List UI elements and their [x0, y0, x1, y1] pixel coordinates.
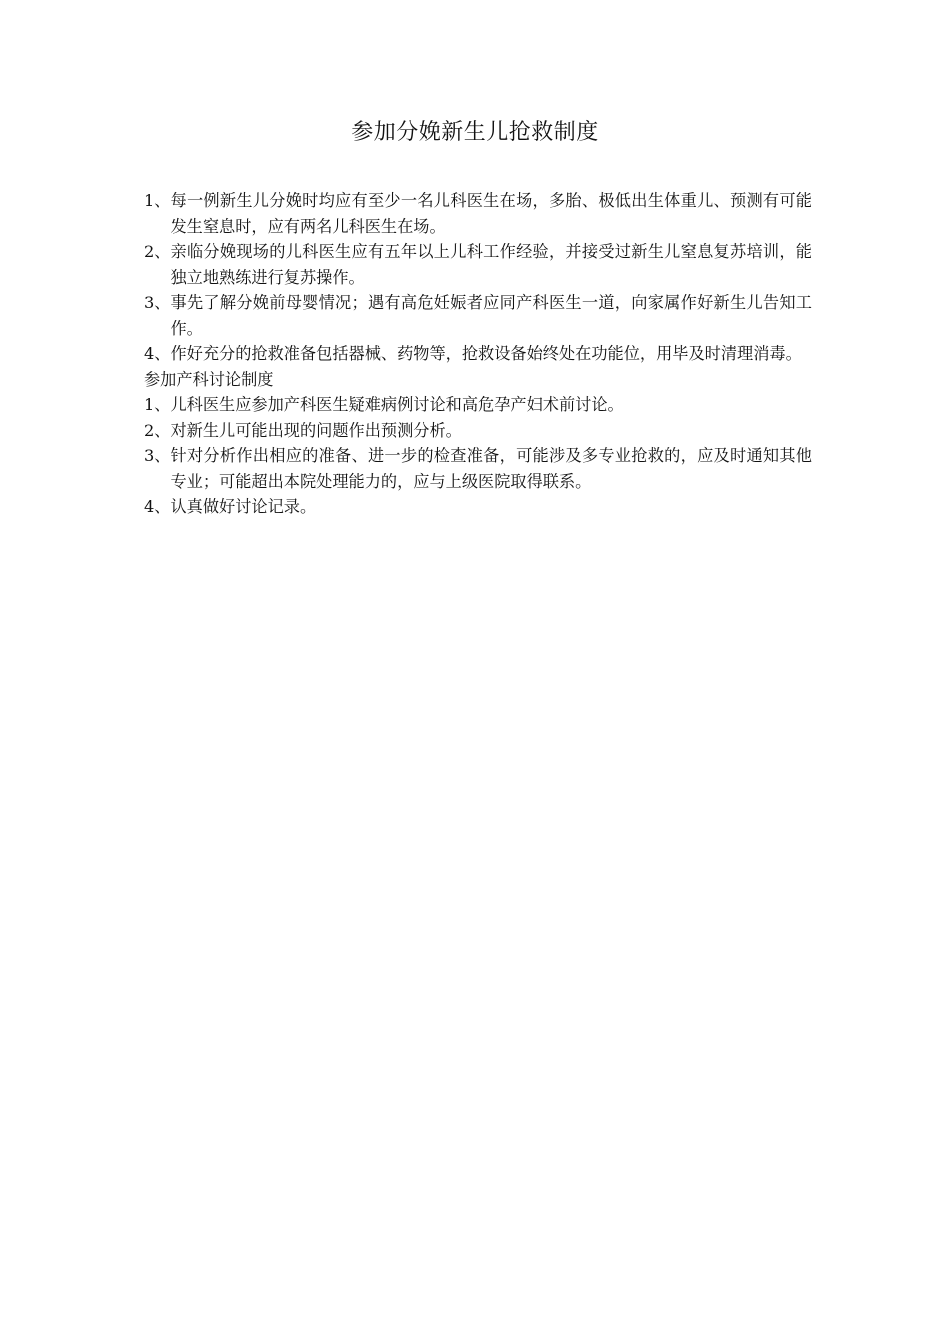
- item-text: 认真做好讨论记录。: [170, 497, 317, 516]
- list-item: [144, 188, 812, 239]
- item-text: 事先了解分娩前母婴情况；遇有高危妊娠者应同产科医生一道，向家属作好新生儿告知工作。: [170, 293, 812, 338]
- list-item: [144, 290, 812, 341]
- item-number: 4、: [144, 344, 171, 363]
- list-item: [144, 341, 812, 367]
- list-item: [144, 443, 812, 494]
- item-text: 作好充分的抢救准备包括器械、药物等，抢救设备始终处在功能位，用毕及时清理消毒。: [170, 344, 802, 363]
- list-item: [144, 494, 812, 520]
- list-item: [144, 392, 812, 418]
- section-heading: 参加产科讨论制度: [144, 369, 274, 389]
- item-number: 1、: [144, 191, 171, 210]
- item-number: 3、: [144, 293, 171, 312]
- item-number: 2、: [144, 420, 171, 440]
- item-text: 亲临分娩现场的儿科医生应有五年以上儿科工作经验，并接受过新生儿窒息复苏培训，能独立地熟练进行复苏操作。: [170, 242, 812, 287]
- list-item: [144, 418, 812, 444]
- item-number: 4、: [144, 497, 171, 516]
- document-body: [144, 188, 812, 520]
- document-title: 参加分娩新生儿抢救制度: [351, 120, 599, 145]
- item-text: 儿科医生应参加产科医生疑难病例讨论和高危孕产妇术前讨论。: [170, 395, 624, 414]
- item-text: 针对分析作出相应的准备、进一步的检查准备，可能涉及多专业抢救的，应及时通知其他专业；可能超出本院处理能力的，应与上级医院取得联系。: [170, 446, 812, 491]
- item-number: 1、: [144, 395, 171, 414]
- item-text: 对新生儿可能出现的问题作出预测分析。: [170, 420, 462, 440]
- item-number: 3、: [144, 446, 171, 465]
- list-item: [144, 239, 812, 290]
- item-number: 2、: [144, 242, 171, 261]
- item-text: 每一例新生儿分娩时均应有至少一名儿科医生在场，多胎、极低出生体重儿、预测有可能发生窒息时，应有两名儿科医生在场。: [170, 191, 812, 236]
